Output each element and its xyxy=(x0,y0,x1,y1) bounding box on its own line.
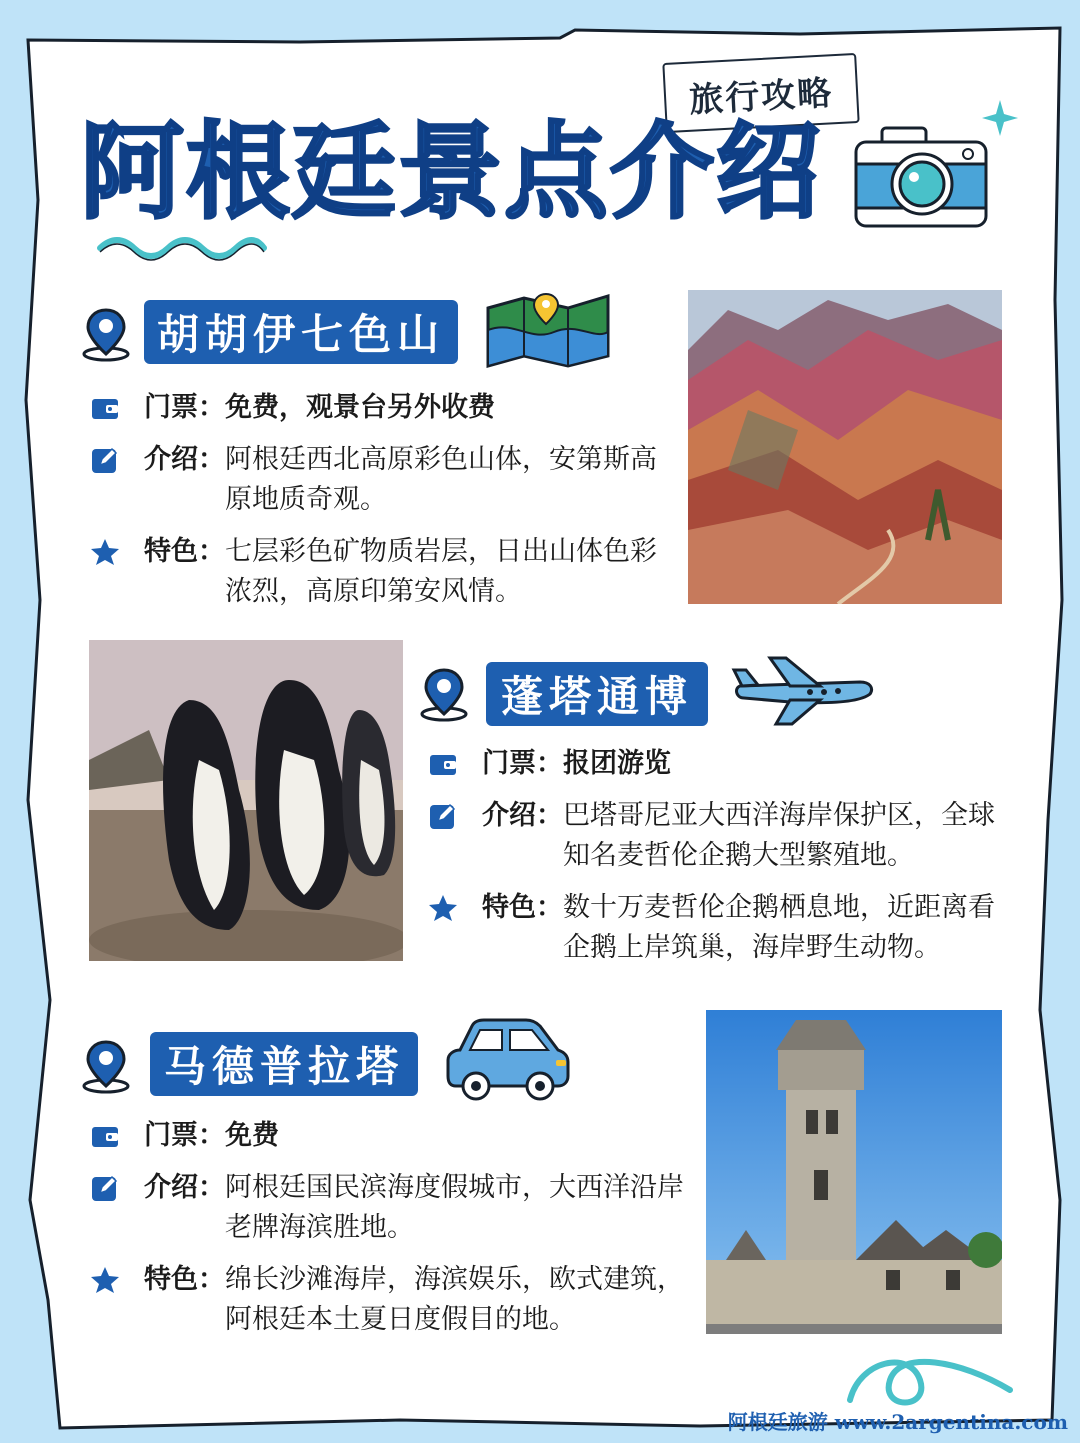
photo-tower xyxy=(706,1010,1002,1334)
wave-decoration xyxy=(92,228,272,268)
feature-row xyxy=(428,888,1018,968)
edit-icon xyxy=(428,801,458,831)
photo-penguins xyxy=(89,640,403,961)
spot-1-details xyxy=(90,388,680,612)
ticket-row xyxy=(90,1116,690,1156)
ticket-label: 门票： xyxy=(144,392,225,423)
intro-text: 巴塔哥尼亚大西洋海岸保护区，全球知名麦哲伦企鹅大型繁殖地。 xyxy=(563,800,995,871)
ticket-label: 门票： xyxy=(144,1120,225,1151)
ticket-text: 免费 xyxy=(225,1120,279,1151)
feature-text: 绵长沙滩海岸，海滨娱乐，欧式建筑，阿根廷本土夏日度假目的地。 xyxy=(225,1264,684,1335)
ticket-text: 免费，观景台另外收费 xyxy=(225,392,495,423)
feature-text: 七层彩色矿物质岩层，日出山体色彩浓烈，高原印第安风情。 xyxy=(225,536,657,607)
car-icon xyxy=(440,1016,574,1106)
loop-decoration xyxy=(840,1340,1020,1410)
location-pin-icon xyxy=(80,1038,132,1094)
intro-label: 介绍： xyxy=(144,1172,225,1203)
spot-3-details xyxy=(90,1116,690,1340)
ticket-label: 门票： xyxy=(482,748,563,779)
feature-row xyxy=(90,532,680,612)
intro-row xyxy=(428,796,1018,876)
feature-label: 特色： xyxy=(144,1264,225,1295)
wallet-icon xyxy=(428,749,458,779)
wallet-icon xyxy=(90,1121,120,1151)
intro-row xyxy=(90,1168,690,1248)
photo-rainbow-mountain xyxy=(688,290,1002,604)
intro-label: 介绍： xyxy=(144,444,225,475)
intro-label: 介绍： xyxy=(482,800,563,831)
wallet-icon xyxy=(90,393,120,423)
location-pin-icon xyxy=(418,666,470,722)
camera-icon xyxy=(852,122,990,230)
location-pin-icon xyxy=(80,306,132,362)
spot-title-1: 胡胡伊七色山 xyxy=(144,300,458,364)
edit-icon xyxy=(90,1173,120,1203)
subtitle-tag: 旅行攻略 xyxy=(662,53,859,133)
ticket-text: 报团游览 xyxy=(563,748,671,779)
feature-row xyxy=(90,1260,690,1340)
feature-label: 特色： xyxy=(144,536,225,567)
edit-icon xyxy=(90,445,120,475)
footer-watermark: 阿根廷旅游 www.2argentina.com xyxy=(727,1410,1068,1434)
star-icon xyxy=(90,537,120,567)
page-title: 阿根廷景点介绍 xyxy=(80,111,823,233)
star-icon xyxy=(90,1265,120,1295)
map-icon xyxy=(484,290,612,370)
feature-label: 特色： xyxy=(482,892,563,923)
intro-text: 阿根廷国民滨海度假城市，大西洋沿岸老牌海滨胜地。 xyxy=(225,1172,684,1243)
spot-title-3: 马德普拉塔 xyxy=(150,1032,418,1096)
airplane-icon xyxy=(730,652,876,728)
spot-2-details xyxy=(428,744,1018,968)
intro-row xyxy=(90,440,680,520)
feature-text: 数十万麦哲伦企鹅栖息地，近距离看企鹅上岸筑巢，海岸野生动物。 xyxy=(563,892,995,963)
intro-text: 阿根廷西北高原彩色山体，安第斯高原地质奇观。 xyxy=(225,444,657,515)
ticket-row xyxy=(90,388,680,428)
ticket-row xyxy=(428,744,1018,784)
star-icon xyxy=(428,893,458,923)
spot-title-2: 蓬塔通博 xyxy=(486,662,708,726)
